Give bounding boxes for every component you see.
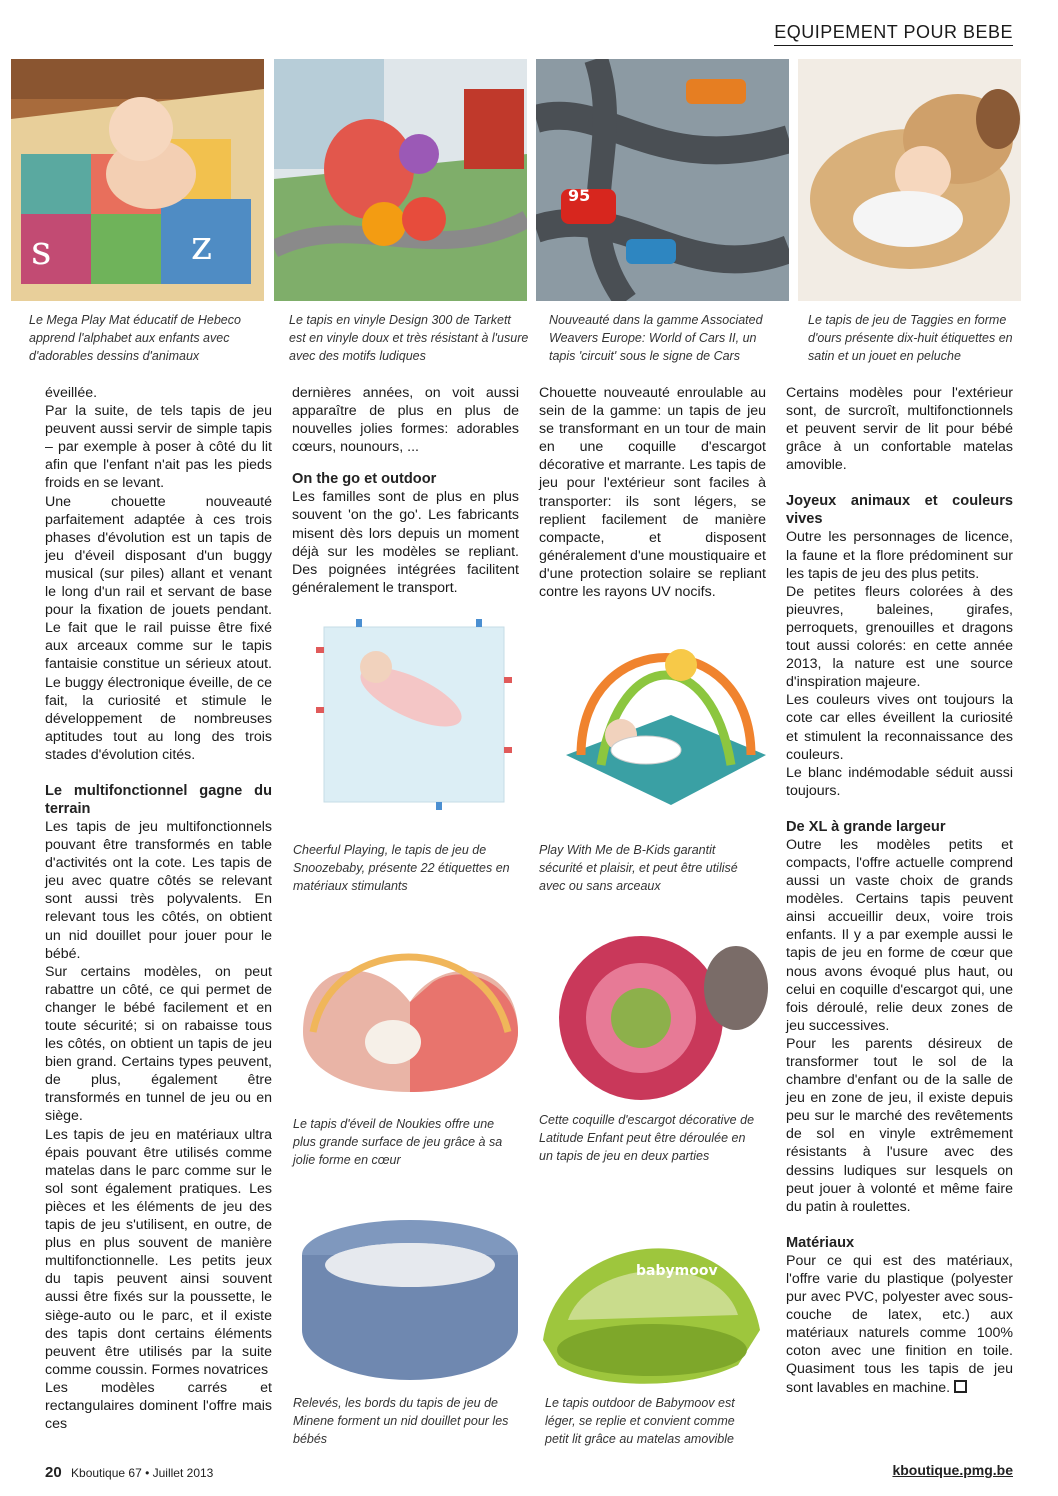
caption-photo-4: Le tapis de jeu de Taggies en forme d'ours présente dix-huit étiquettes en satin et un jouet en peluche	[808, 313, 1013, 363]
photo-cars-circuit	[536, 59, 789, 301]
col4-heading: Matériaux	[786, 1234, 855, 1251]
col1-paragraph: Sur certains modèles, on peut rabattre un côté, ce qui permet de changer le bébé facilement et en toute sécurité; si on rabaisse tous les côtés, on obtient un tapis de jeu bien grand. Certains types peuvent, de plus, également être transformés en tunnel de jeu ou en siège.	[45, 963, 272, 1125]
col2-heading: On the go et outdoor	[292, 471, 437, 488]
photo-tarkett-vinyl	[274, 59, 527, 301]
svg-text:s: s	[31, 228, 52, 274]
photo-noukies-heart	[293, 922, 528, 1097]
col1-heading: Le multifonctionnel gagne du terrain	[45, 782, 272, 817]
svg-text:z: z	[191, 223, 213, 269]
col4-heading: De XL à grande largeur	[786, 818, 946, 835]
photo-babymoov-tent	[538, 1200, 766, 1392]
photo-hebeco-play-mat	[11, 59, 264, 301]
caption-photo-8: Cette coquille d'escargot décorative de Latitude Enfant peut être déroulée en un tapis de jeu en deux parties	[539, 1113, 755, 1163]
caption-photo-3: Nouveauté dans la gamme Associated Weavers Europe: World of Cars II, un tapis 'circuit' sous le signe de Cars	[549, 313, 763, 363]
website-link[interactable]: kboutique.pmg.be	[892, 1462, 1013, 1478]
col4-paragraph: Outre les modèles petits et compacts, l'offre actuelle comprend aussi un vaste choix de grands modèles. Certains tapis peuvent ainsi accueillir deux, voire trois enfants. Il y a par exemple aussi le tapis de jeu en forme de cœur que nous avons évoqué plus haut, ou celui en coquille d'escargot qui, une fois déroulé, relie deux zones de jeu successives.	[786, 836, 1013, 1034]
end-of-article-square-icon	[954, 1380, 967, 1393]
col4-last-paragraph: Pour ce qui est des matériaux, l'offre varie du plastique (polyester pur avec PVC, polyester avec sous-couche de latex, etc.) aux matériaux naturels comme 100% coton avec une finition en toile. Quasiment tous les tapis de jeu sont lavables en machine.	[786, 1252, 1013, 1396]
col1-paragraph: éveillée.	[45, 385, 98, 401]
col4-paragraph: De petites fleurs colorées à des pieuvres, baleines, girafes, perroquets, grenouilles et dragons tout aussi colorés: en cette année 2013, la nature est une source d'inspiration majeure.	[786, 583, 1013, 691]
col1-paragraph: Par la suite, de tels tapis de jeu peuvent aussi servir de simple tapis – par exemple à poser à côté du lit afin que l'enfant n'ait pas les pieds froids en se levant.	[45, 403, 272, 492]
col2-paragraph: dernières années, on voit aussi apparaître de plus en plus de nouvelles jolies formes: adorables cœurs, nounours, ...	[292, 385, 519, 456]
caption-photo-1: Le Mega Play Mat éducatif de Hebeco apprend l'alphabet aux enfants avec d'adorables dessins d'animaux	[29, 313, 241, 363]
col4-paragraph: Pour les parents désireux de transformer tout le sol de la chambre d'enfant ou de la salle de jeu en zone de jeu, il existe depuis peu sur le marché des revêtements de sol en vinyle extrêmement résistants à l'usure avec des dessins ludiques sur lesquels on peut jouer à volonté et même faire du patin à roulettes.	[786, 1035, 1013, 1215]
photo-taggies-bear	[798, 59, 1021, 301]
caption-photo-10: Le tapis outdoor de Babymoov est léger, se replie et convient comme petit lit grâce au matelas amovible	[545, 1396, 735, 1446]
footer-page-info	[45, 1464, 213, 1481]
page-number: 20	[45, 1464, 62, 1481]
car-number-label: 95	[568, 186, 591, 205]
caption-photo-6: Play With Me de B-Kids garantit sécurité et plaisir, et peut être utilisé avec ou sans arceaux	[539, 843, 738, 893]
caption-photo-2: Le tapis en vinyle Design 300 de Tarkett est en vinyle doux et très résistant à l'usure avec des motifs ludiques	[289, 313, 529, 363]
col4-paragraph: Les couleurs vives ont toujours la cote car elles éveillent la curiosité et stimulent la reconnaissance des couleurs.	[786, 692, 1013, 763]
col4-paragraph: Certains modèles pour l'extérieur sont, de surcroît, multifonctionnels et peuvent servir de lit pour bébé grâce à un confortable matelas amovible.	[786, 385, 1013, 474]
column-3	[539, 384, 766, 601]
col4-paragraph	[786, 1252, 1013, 1397]
col1-paragraph: Les modèles carrés et rectangulaires dominent l'offre mais ces	[45, 1379, 272, 1433]
col3-paragraph: Chouette nouveauté enroulable au sein de la gamme: un tapis de jeu se transformant en un tour de main en une coquille d'escargot décorative et marrante. Les tapis de jeu pour l'extérieur sont faciles à transporter: ils sont légers, se replient facilement de manière compacte, et disposent généralement d'une moustiquaire et d'une protection solaire se repliant contre les rayons UV nocifs.	[539, 385, 766, 601]
photo-bkids-gym	[561, 605, 771, 820]
caption-photo-7: Le tapis d'éveil de Noukies offre une plus grande surface de jeu grâce à sa jolie forme en cœur	[293, 1117, 503, 1167]
column-1	[45, 384, 272, 1433]
col1-paragraph: Les tapis de jeu multifonctionnels pouvant être transformés en table d'activités ont la cote. Les tapis de jeu avec quatre côtés se relevant sont aussi très polyvalents. En relevant tous les côtés, on obtient un nid douillet pour jouer pour le bébé.	[45, 818, 272, 962]
section-title: EQUIPEMENT POUR BEBE	[774, 22, 1013, 46]
col4-heading: Joyeux animaux et couleurs vives	[786, 493, 1013, 528]
caption-photo-9: Relevés, les bords du tapis de jeu de Minene forment un nid douillet pour les bébés	[293, 1396, 509, 1446]
col2-paragraph: Les familles sont de plus en plus souvent 'on the go'. Les fabricants misent dès lors depuis un moment déjà sur les modèles se repliant. Des poignées intégrées facilitent généralement le transport.	[292, 489, 519, 596]
photo-snoozebaby-mat	[316, 617, 516, 812]
col1-paragraph: Une chouette nouveauté parfaitement adaptée à ces trois phases d'évolution est un tapis de jeu d'éveil disposant d'un buggy musical (sur piles) allant et venant le long d'un rail et servant de base pour la fixation de jouets pendant. Le fait que le rail puisse être fixé aux arceaux comme sur le tapis fantaisie constitue un sérieux atout. Le buggy électronique éveille, de ce fait, la curiosité et stimule le développement de nombreuses aptitudes tout au long des trois stades d'évolution cités.	[45, 493, 272, 763]
photo-latitude-snail	[541, 908, 771, 1103]
column-2	[292, 384, 519, 597]
issue-info: Kboutique 67 • Juillet 2013	[71, 1466, 214, 1480]
photo-minene-nest	[296, 1210, 524, 1382]
col1-paragraph: Les tapis de jeu en matériaux ultra épais pouvant être utilisés comme matelas dans le parc comme sur le sol sont également pratiques. Les pièces et les éléments de jeu des tapis de jeu s'utilisent, en outre, de plus en plus souvent de manière multifonctionnelle. Les petits jeux du tapis peuvent ainsi souvent aussi être fixés sur la poussette, le siège-auto ou le parc, et il existe des tapis dont certains éléments peuvent être utilisés par la suite comme coussin. Formes novatrices	[45, 1126, 272, 1378]
column-4	[786, 384, 1013, 1397]
col4-paragraph: Outre les personnages de licence, la faune et la flore prédominent sur les tapis de jeu des plus petits.	[786, 529, 1013, 582]
babymoov-brand-label: babymoov	[636, 1263, 718, 1279]
caption-photo-5: Cheerful Playing, le tapis de jeu de Snoozebaby, présente 22 étiquettes en matériaux stimulants	[293, 843, 510, 893]
col4-paragraph: Le blanc indémodable séduit aussi toujours.	[786, 764, 1013, 799]
